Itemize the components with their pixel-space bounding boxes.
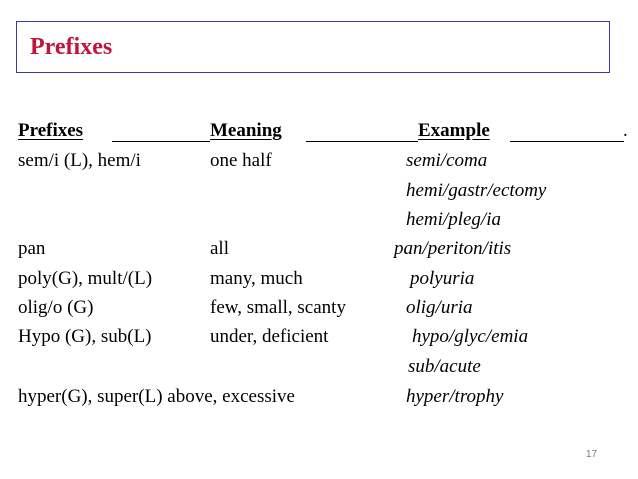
row-prefix: hyper(G), super(L) above, excessive — [18, 386, 295, 407]
row-meaning: one half — [210, 150, 272, 171]
title-box — [16, 21, 610, 73]
row-prefix: pan — [18, 238, 46, 259]
header-example: Example — [418, 120, 490, 141]
row-example: hypo/glyc/emia — [412, 326, 529, 347]
row-example: hyper/trophy — [406, 386, 504, 407]
row-example: hemi/gastr/ectomy — [406, 180, 547, 201]
header-example-rule — [510, 141, 624, 142]
row-prefix: Hypo (G), sub(L) — [18, 326, 152, 347]
row-example: pan/periton/itis — [394, 238, 512, 259]
header-prefixes: Prefixes — [18, 120, 84, 141]
row-prefix: sem/i (L), hem/i — [18, 150, 141, 171]
header-prefixes-rule — [112, 141, 210, 142]
row-meaning: all — [210, 238, 229, 259]
page-number: 17 — [586, 449, 598, 460]
row-example: semi/coma — [406, 150, 488, 171]
header-meaning-rule — [306, 141, 418, 142]
row-example: polyuria — [410, 268, 475, 289]
row-meaning: many, much — [210, 268, 303, 289]
row-prefix: olig/o (G) — [18, 297, 94, 318]
row-meaning: under, deficient — [210, 326, 329, 347]
row-example: hemi/pleg/ia — [406, 209, 501, 230]
slide-title: Prefixes — [30, 34, 113, 60]
row-prefix: poly(G), mult/(L) — [18, 268, 153, 289]
header-trailing-mark: . — [623, 120, 628, 141]
row-example: sub/acute — [408, 356, 481, 377]
row-example: olig/uria — [406, 297, 473, 318]
row-meaning: few, small, scanty — [210, 297, 346, 318]
header-meaning: Meaning — [210, 120, 282, 141]
